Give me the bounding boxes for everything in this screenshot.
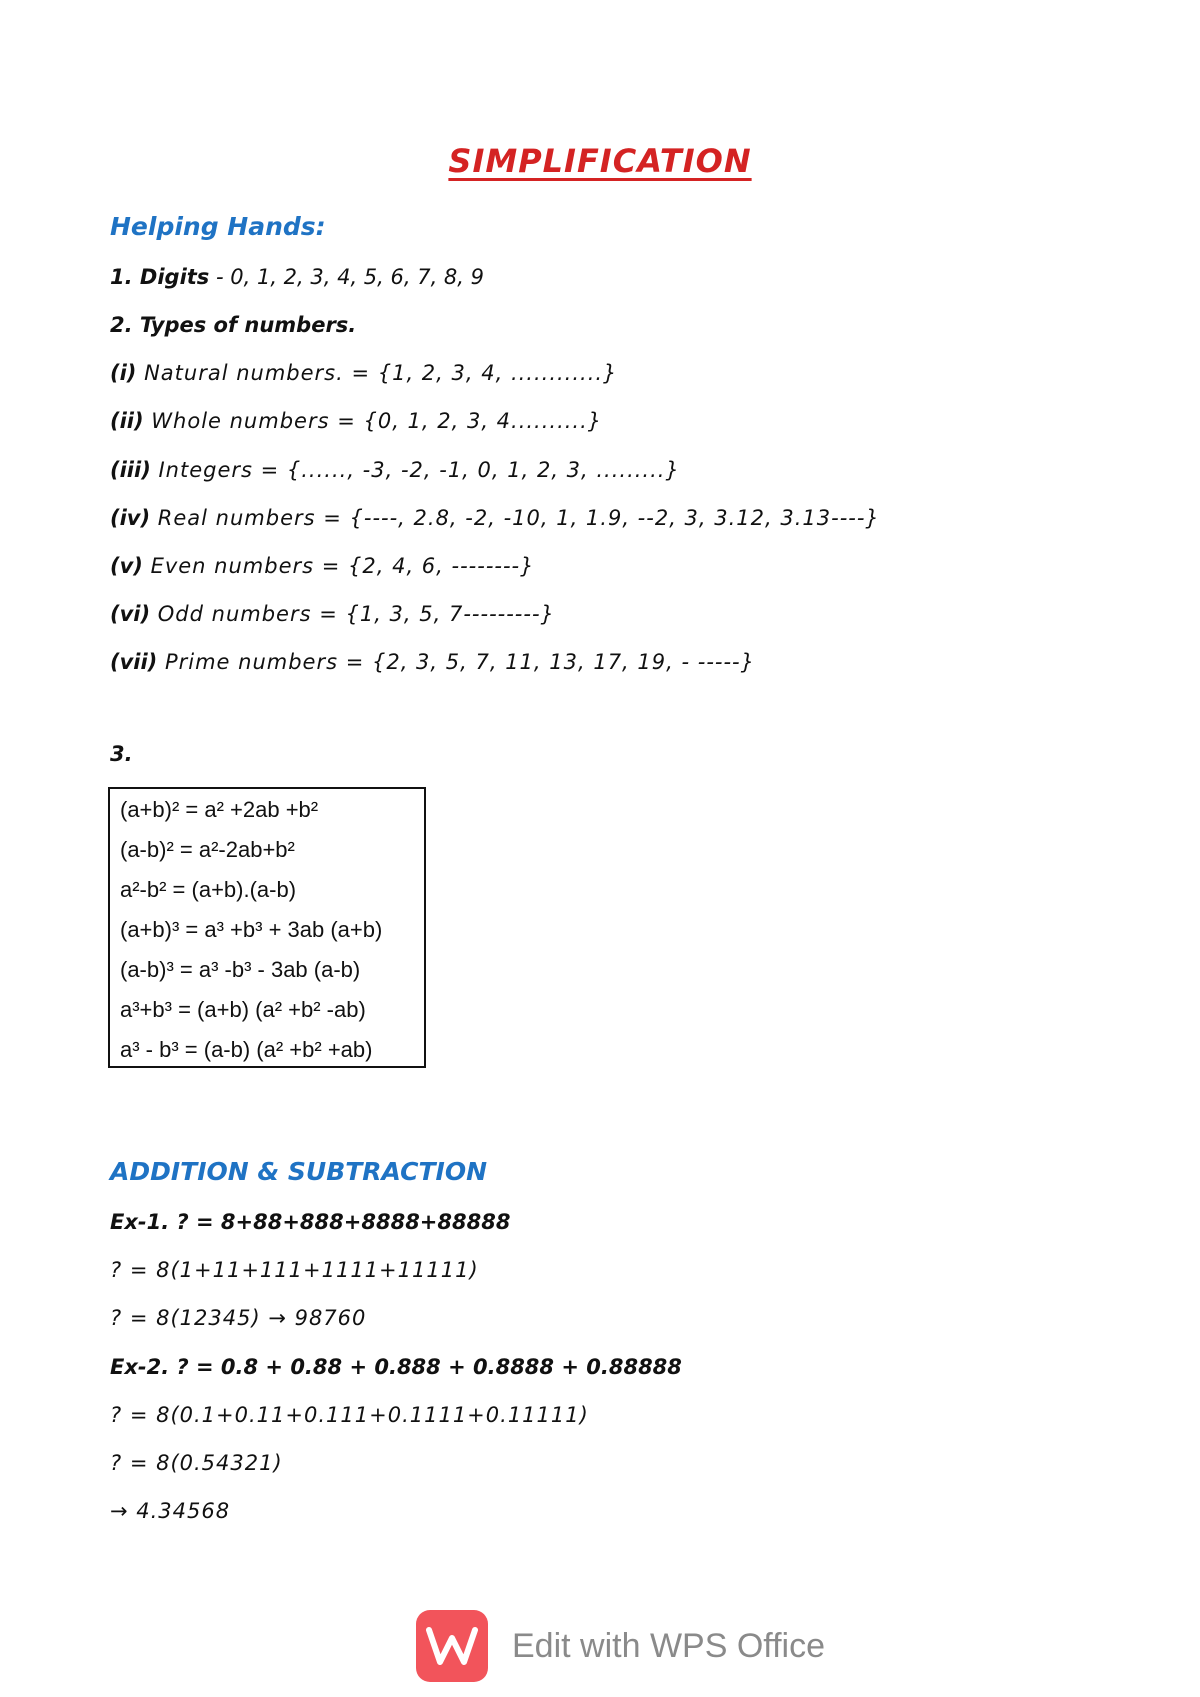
digits-line (110, 265, 484, 289)
type-integers: (iii) Integers = {......, -3, -2, -1, 0, 1, 2, 3, .........} (110, 458, 680, 482)
formula-1: (a+b)² = a² +2ab +b² (120, 797, 319, 822)
ex1-question: Ex-1. ? = 8+88+888+8888+88888 (110, 1210, 511, 1234)
wps-banner[interactable] (416, 1610, 825, 1682)
helping-hands-heading: Helping Hands: (110, 212, 326, 241)
formula-4: (a+b)³ = a³ +b³ + 3ab (a+b) (120, 917, 383, 942)
type-whole: (ii) Whole numbers = {0, 1, 2, 3, 4..........} (110, 409, 603, 433)
formulas-label: 3. (110, 742, 133, 766)
types-heading: 2. Types of numbers. (110, 313, 357, 337)
digits-text: - 0, 1, 2, 3, 4, 5, 6, 7, 8, 9 (209, 265, 485, 289)
ex2-step-2: ? = 8(0.54321) (110, 1451, 283, 1475)
wps-edit-link[interactable]: Edit with WPS Office (512, 1626, 826, 1665)
formula-6: a³+b³ = (a+b) (a² +b² -ab) (120, 997, 366, 1022)
type-prime: (vii) Prime numbers = {2, 3, 5, 7, 11, 13, 17, 19, - -----} (110, 650, 755, 674)
page-title: SIMPLIFICATION (448, 142, 752, 180)
formula-7: a³ - b³ = (a-b) (a² +b² +ab) (120, 1037, 373, 1062)
formula-3: a²-b² = (a+b).(a-b) (120, 877, 297, 902)
wps-logo-icon (416, 1610, 488, 1682)
type-real: (iv) Real numbers = {----, 2.8, -2, -10, 1, 1.9, --2, 3, 3.12, 3.13----} (110, 506, 880, 530)
ex2-step-3: → 4.34568 (110, 1499, 231, 1523)
digits-label: 1. Digits (110, 265, 210, 289)
addition-heading: ADDITION & SUBTRACTION (110, 1157, 488, 1186)
formula-5: (a-b)³ = a³ -b³ - 3ab (a-b) (120, 957, 361, 982)
ex1-step-2: ? = 8(12345) → 98760 (110, 1306, 367, 1330)
ex2-question: Ex-2. ? = 0.8 + 0.88 + 0.888 + 0.8888 + 0.88888 (110, 1355, 682, 1379)
formula-box (108, 787, 426, 1068)
type-even: (v) Even numbers = {2, 4, 6, --------} (110, 554, 535, 578)
type-natural: (i) Natural numbers. = {1, 2, 3, 4, ............} (110, 361, 618, 385)
type-odd: (vi) Odd numbers = {1, 3, 5, 7---------} (110, 602, 555, 626)
formula-2: (a-b)² = a²-2ab+b² (120, 837, 295, 862)
ex1-step-1: ? = 8(1+11+111+1111+11111) (110, 1258, 479, 1282)
ex2-step-1: ? = 8(0.1+0.11+0.111+0.1111+0.11111) (110, 1403, 589, 1427)
